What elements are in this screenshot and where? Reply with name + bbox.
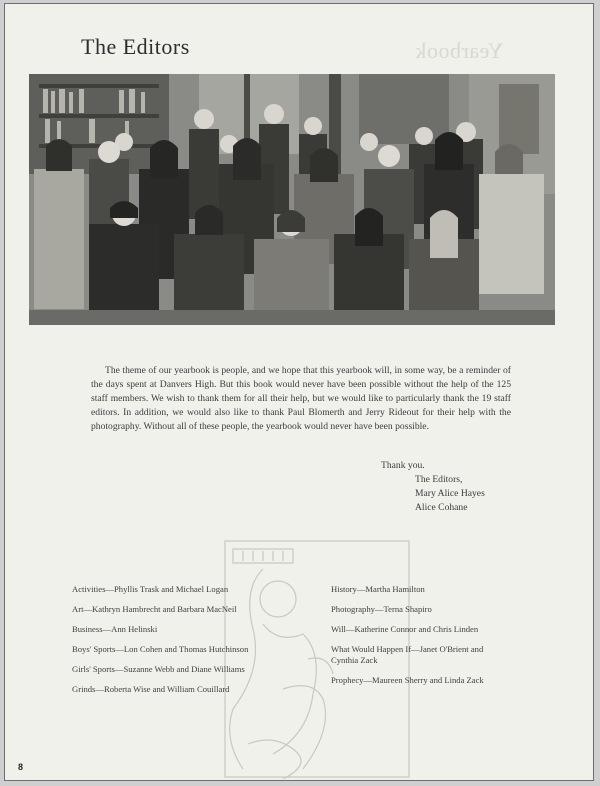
yearbook-page [4,3,594,781]
page-title: The Editors [81,34,190,59]
group-photo-illustration [29,74,555,325]
editor-list-left [72,584,312,704]
page-number: 8 [18,762,24,772]
list-item: Photography—Terna Shapiro [331,604,432,614]
list-item: What Would Happen If—Janet O'Brient and Cynthia Zack [331,644,484,665]
signature-name-1: Mary Alice Hayes [415,488,485,499]
list-item: History—Martha Hamilton [331,584,425,594]
list-item: Will—Katherine Connor and Chris Linden [331,624,479,634]
list-item: Girls' Sports—Suzanne Webb and Diane Williams [72,664,245,674]
show-through-title: Yearbook [415,38,504,63]
list-item: Prophecy—Maureen Sherry and Linda Zack [331,675,484,685]
list-item: Business—Ann Helinski [72,624,158,634]
list-item: Boys' Sports—Lon Cohen and Thomas Hutchinson [72,644,249,654]
signature-thanks: Thank you. [381,460,425,471]
list-item: Grinds—Roberta Wise and William Couillard [72,684,230,694]
group-photo [29,74,555,325]
editor-list-right [331,584,571,695]
list-item: Activities—Phyllis Trask and Michael Logan [72,584,229,594]
list-item: Art—Kathryn Hambrecht and Barbara MacNeil [72,604,237,614]
signature-from: The Editors, [415,474,463,485]
editors-letter: The theme of our yearbook is people, and we hope that this yearbook will, in some way, be a reminder of the days spent at Danvers High. But this book would never have been possible without the help of the 125 staff members. We wish to thank them for all their help, but we would like to particularly thank the 19 staff editors. In addition, we would also like to thank Paul Blomerth and Jerry Rideout for their help with the photography. Without all of these people, the yearbook would never have been possible. [91,365,511,432]
signature-name-2: Alice Cohane [415,502,468,513]
